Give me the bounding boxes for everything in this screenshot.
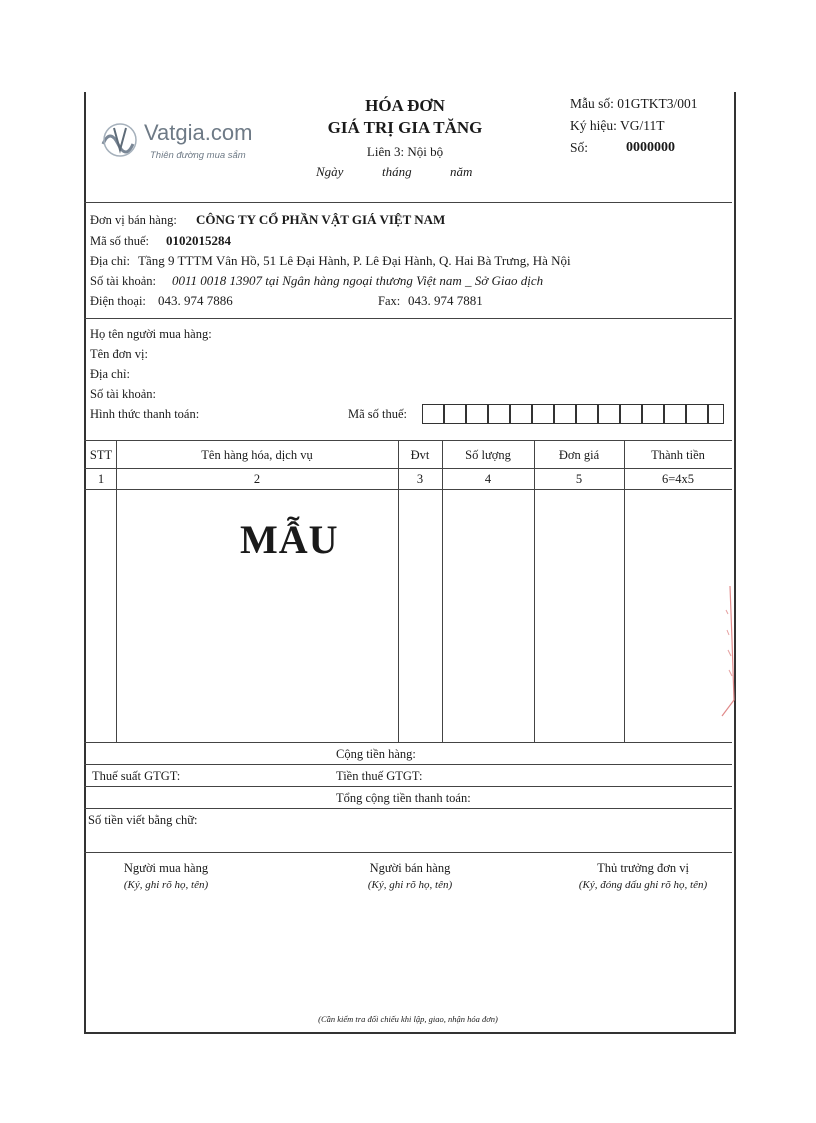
invoice-number-label: Số: bbox=[570, 140, 589, 155]
tax-code-box[interactable] bbox=[444, 404, 466, 424]
seller-phone-label: Điện thoại: bbox=[90, 294, 146, 308]
rule-items-end bbox=[84, 742, 732, 743]
form-number: Mẫu số: 01GTKT3/001 bbox=[570, 96, 698, 111]
invoice-title-line1: HÓA ĐƠN bbox=[365, 96, 445, 115]
tax-code-box[interactable] bbox=[708, 404, 724, 424]
seller-phone-value: 043. 974 7886 bbox=[158, 293, 233, 308]
tax-code-box[interactable] bbox=[686, 404, 708, 424]
tax-code-box[interactable] bbox=[554, 404, 576, 424]
seller-address-value: Tầng 9 TTTM Vân Hồ, 51 Lê Đại Hành, P. Lê Đại Hành, Q. Hai Bà Trưng, Hà Nội bbox=[138, 253, 571, 268]
vat-rate-label: Thuế suất GTGT: bbox=[92, 769, 181, 783]
index-cell: 4 bbox=[484, 472, 492, 486]
rule-table-header bbox=[84, 468, 732, 469]
buyer-name-label: Họ tên người mua hàng: bbox=[90, 327, 212, 341]
rule-seller bbox=[84, 318, 732, 319]
seller-tax-value: 0102015284 bbox=[166, 233, 231, 248]
signature-director-note: (Ký, đóng dấu ghi rõ họ, tên) bbox=[578, 879, 708, 891]
amount-in-words-label: Số tiền viết bằng chữ: bbox=[88, 813, 198, 827]
invoice-number-value: 0000000 bbox=[626, 140, 675, 155]
sample-watermark: MẪU bbox=[240, 517, 339, 562]
index-cell: 5 bbox=[575, 472, 583, 486]
logo-brand: Vatgia.com bbox=[144, 120, 253, 145]
invoice-title-line2: GIÁ TRỊ GIA TĂNG bbox=[327, 118, 483, 137]
signature-director-title: Thủ trưởng đơn vị bbox=[597, 861, 689, 875]
rule-header bbox=[84, 202, 732, 203]
grand-total-label: Tổng cộng tiền thanh toán: bbox=[336, 791, 471, 805]
invoice-symbol: Ký hiệu: VG/11T bbox=[570, 118, 665, 133]
index-cell: 1 bbox=[97, 472, 105, 486]
tax-code-box[interactable] bbox=[576, 404, 598, 424]
signature-seller-title: Người bán hàng bbox=[369, 861, 451, 875]
tax-code-box[interactable] bbox=[620, 404, 642, 424]
col-header-goods: Tên hàng hóa, dịch vụ bbox=[201, 448, 313, 462]
copy-label: Liên 3: Nội bộ bbox=[366, 144, 444, 159]
tax-code-box[interactable] bbox=[532, 404, 554, 424]
subtotal-label: Cộng tiền hàng: bbox=[336, 747, 416, 761]
rule-vat bbox=[84, 786, 732, 787]
seller-account-label: Số tài khoản: bbox=[90, 274, 156, 288]
footer-note: (Cần kiểm tra đối chiếu khi lập, giao, nhận hóa đơn) bbox=[318, 1014, 498, 1024]
date-year: năm bbox=[450, 164, 473, 179]
buyer-unit-label: Tên đơn vị: bbox=[90, 347, 148, 361]
index-cell: 6=4x5 bbox=[661, 472, 695, 486]
signature-buyer-title: Người mua hàng bbox=[123, 861, 209, 875]
seller-fax-label: Fax: bbox=[378, 294, 401, 308]
tax-code-box[interactable] bbox=[488, 404, 510, 424]
col-header-quantity: Số lượng bbox=[465, 448, 511, 462]
buyer-account-label: Số tài khoản: bbox=[90, 387, 156, 401]
vat-amount-label: Tiền thuế GTGT: bbox=[336, 769, 423, 783]
tax-code-box[interactable] bbox=[598, 404, 620, 424]
seller-account-value: 0011 0018 13907 tại Ngân hàng ngoại thương Việt nam _ Sở Giao dịch bbox=[172, 273, 544, 288]
seller-address-label: Địa chỉ: bbox=[90, 254, 130, 268]
rule-buyer bbox=[84, 440, 732, 441]
seller-name-value: CÔNG TY CỔ PHẦN VẬT GIÁ VIỆT NAM bbox=[196, 212, 446, 227]
tax-code-box[interactable] bbox=[642, 404, 664, 424]
seller-tax-label: Mã số thuế: bbox=[90, 234, 150, 248]
seller-fax-value: 043. 974 7881 bbox=[408, 293, 483, 308]
col-header-unit: Đvt bbox=[410, 448, 430, 462]
rule-in-words bbox=[84, 852, 732, 853]
tax-code-box[interactable] bbox=[664, 404, 686, 424]
tax-code-box[interactable] bbox=[466, 404, 488, 424]
signature-buyer-note: (Ký, ghi rõ họ, tên) bbox=[123, 879, 209, 891]
tax-code-box[interactable] bbox=[422, 404, 444, 424]
company-logo bbox=[100, 120, 260, 166]
col-header-amount: Thành tiền bbox=[651, 448, 705, 462]
side-stamp-mark bbox=[708, 580, 738, 722]
index-cell: 3 bbox=[416, 472, 424, 486]
col-header-stt: STT bbox=[89, 448, 113, 462]
buyer-payment-label: Hình thức thanh toán: bbox=[90, 407, 200, 421]
col-header-price: Đơn giá bbox=[558, 448, 600, 462]
rule-index-row bbox=[84, 489, 732, 490]
rule-grand-total bbox=[84, 808, 732, 809]
date-month: tháng bbox=[382, 164, 412, 179]
rule-subtotal bbox=[84, 764, 732, 765]
buyer-address-label: Địa chỉ: bbox=[90, 367, 130, 381]
seller-name-label: Đơn vị bán hàng: bbox=[90, 213, 177, 227]
signature-seller-note: (Ký, ghi rõ họ, tên) bbox=[367, 879, 453, 891]
buyer-tax-label: Mã số thuế: bbox=[348, 407, 408, 421]
tax-code-box[interactable] bbox=[510, 404, 532, 424]
logo-tagline: Thiên đường mua sắm bbox=[150, 150, 246, 161]
logo-icon bbox=[100, 120, 142, 160]
index-cell: 2 bbox=[253, 472, 261, 486]
date-day: Ngày bbox=[316, 164, 344, 179]
